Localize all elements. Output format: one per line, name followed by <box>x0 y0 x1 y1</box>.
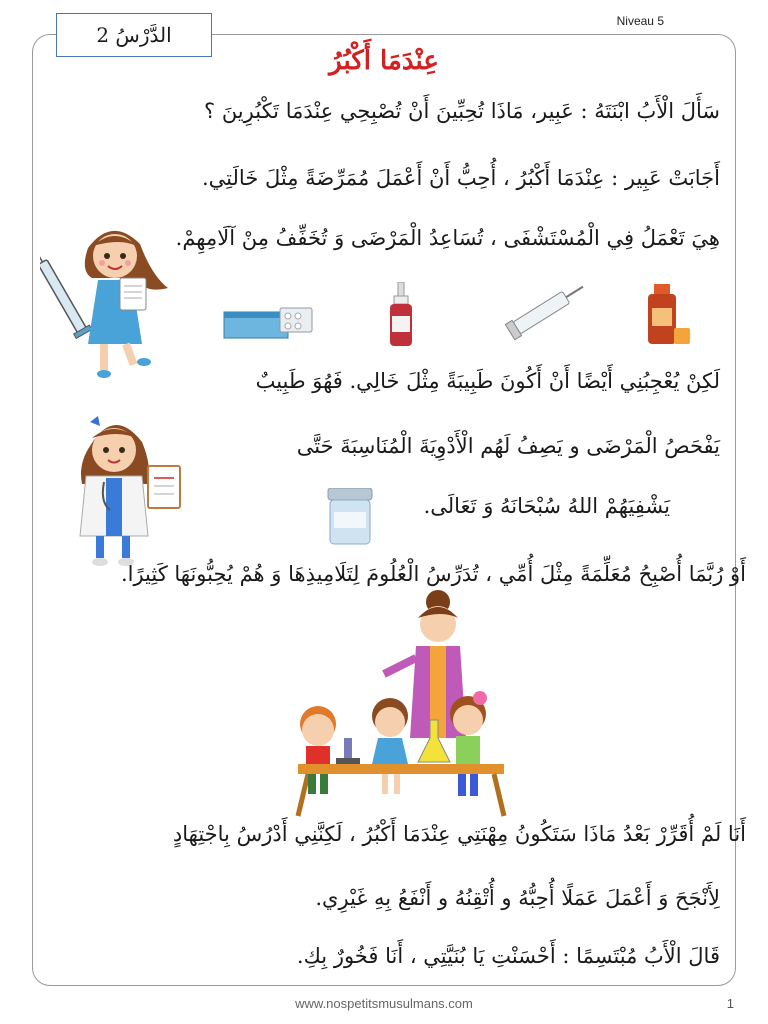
paragraph-line-5: يَفْحَصُ الْمَرْضَى و يَصِفُ لَهُم الْأَدْوِيَةَ الْمُنَاسِبَةَ حَتَّى <box>296 434 720 458</box>
spray-bottle-icon <box>386 282 416 348</box>
paragraph-line-8: أَنَا لَمْ أُقَرِّرْ بَعْدُ مَاذَا سَتَكُونُ مِهْنَتِي عِنْدَمَا أَكْبُرُ ، لَكِنَّنِي أَدْرُسُ بِاجْتِهَادٍ <box>172 822 746 846</box>
paragraph-line-10: قَالَ الْأَبُ مُبْتَسِمًا : أَحْسَنْتِ يَا بُنَيَّتِي ، أَنَا فَخُورٌ بِكِ. <box>296 944 720 968</box>
level-label: Niveau 5 <box>616 14 664 28</box>
paragraph-line-7: أَوْ رُبَّمَا أُصْبِحُ مُعَلِّمَةً مِثْلَ أُمِّي ، تُدَرِّسُ الْعُلُومَ لِتَلَامِيذِهَا وَ هُمْ يُحِبُّونَهَا كَثِيرًا. <box>120 562 746 586</box>
nurse-girl-illustration <box>40 216 180 386</box>
lesson-title: عِنْدَمَا أَكْبُرُ <box>329 46 439 76</box>
paragraph-line-9: لِأَنْجَحَ وَ أَعْمَلَ عَمَلًا أُحِبُّهُ و أُتْقِنُهُ و أَنْفَعُ بِهِ غَيْرِي. <box>315 886 720 910</box>
paragraph-line-6: يَشْفِيَهُمْ اللهُ سُبْحَانَهُ وَ تَعَالَى. <box>423 494 670 518</box>
paragraph-line-1: سَأَلَ الْأَبُ ابْنَتَهُ : عَبِير، مَاذَا تُحِبِّينَ أَنْ تُصْبِحِي عِنْدَمَا تَكْبُرِينَ ؟ <box>204 99 720 123</box>
paragraph-line-4: لَكِنْ يُعْجِبُنِي أَيْضًا أَنْ أَكُونَ طَبِيبَةً مِثْلَ خَالِي. فَهُوَ طَبِيبٌ <box>255 369 720 393</box>
page-number: 1 <box>726 996 734 1011</box>
pill-container-icon <box>326 488 374 546</box>
paragraph-line-3: هِيَ تَعْمَلُ فِي الْمُسْتَشْفَى ، تُسَاعِدُ الْمَرْضَى وَ تُخَفِّفُ مِنْ آلَامِهِمْ. <box>175 226 720 250</box>
paragraph-line-2: أَجَابَتْ عَبِير : عِنْدَمَا أَكْبُرُ ، أُحِبُّ أَنْ أَعْمَلَ مُمَرِّضَةً مِثْلَ خَالَتِي. <box>202 166 720 190</box>
footer-url: www.nospetitsmusulmans.com <box>295 996 473 1011</box>
teacher-classroom-illustration <box>284 588 516 818</box>
pill-box-icon <box>222 304 314 344</box>
lesson-label: الدَّرْسُ 2 <box>96 23 172 47</box>
syringe-icon <box>498 278 590 344</box>
doctor-girl-illustration <box>52 406 184 568</box>
syrup-bottle-icon <box>644 284 694 346</box>
